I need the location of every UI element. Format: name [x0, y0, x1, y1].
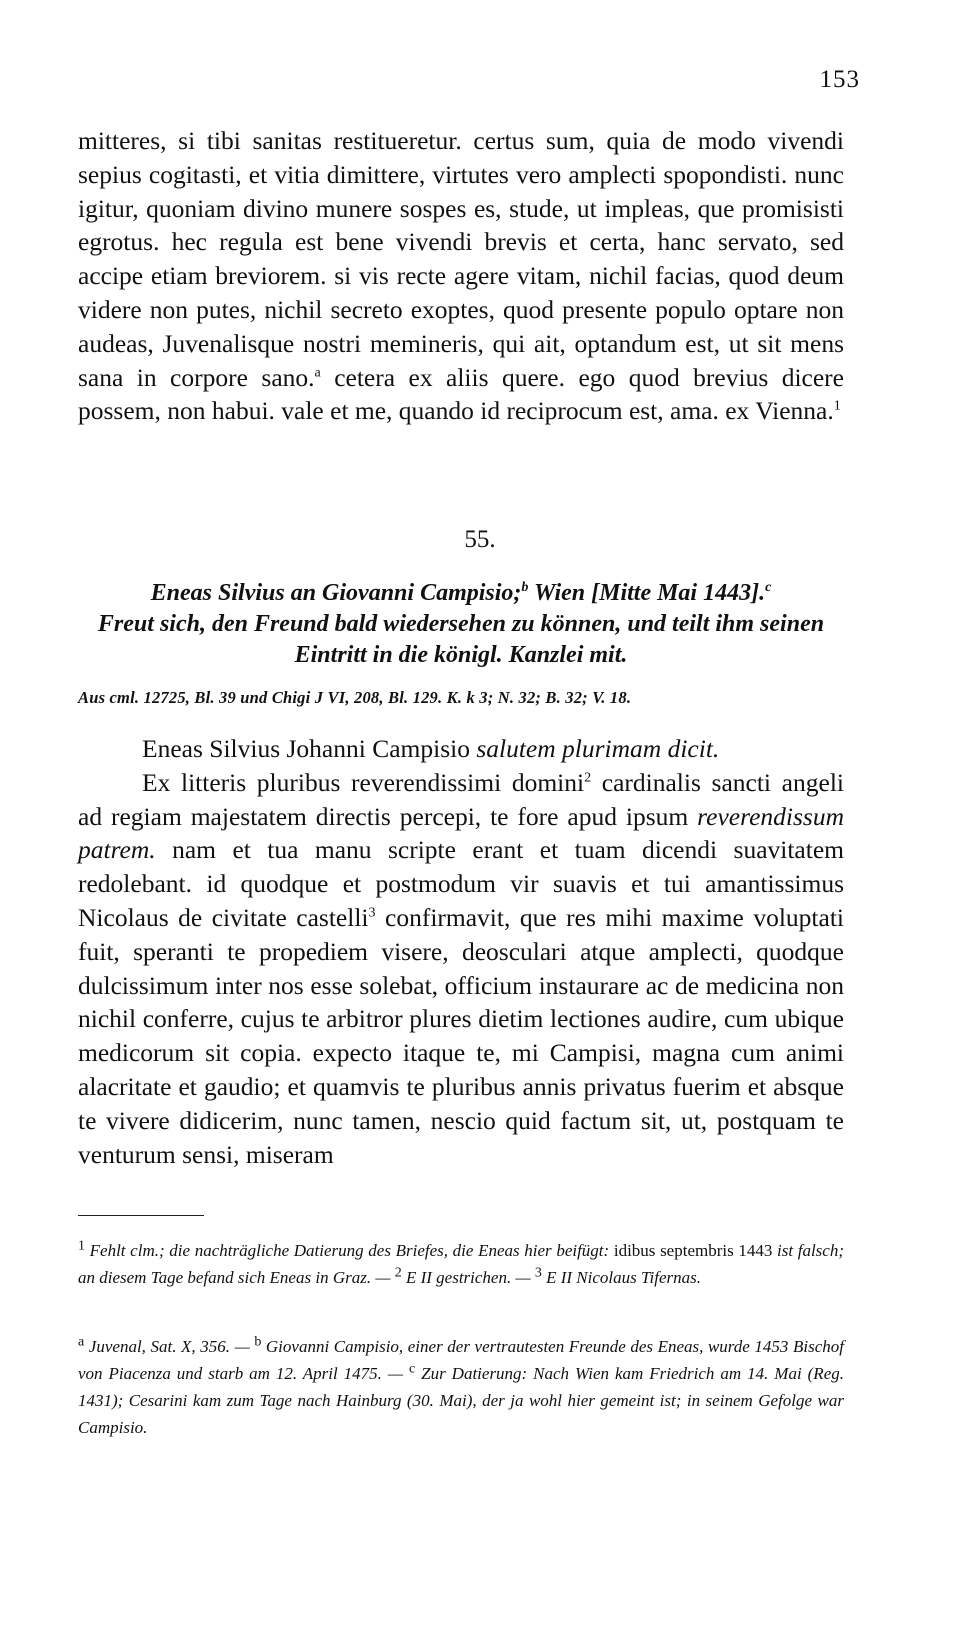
footnote: $^1$ Fehlt clm.; die nachträgliche Datierung des Briefes, die Eneas hier beifügt: idibus septembris 1443 ist falsch; an diesem Tage befand sich Eneas in Graz. — $^2$ E II gestrichen. — $^3$ E II Nicolaus Tifernas.: [78, 1238, 844, 1287]
footnote-ref-1: 1: [833, 398, 841, 414]
footnote-divider: [78, 1215, 204, 1216]
letter-54-closing-text: [78, 124, 844, 428]
paragraph-text: confirmavit, que res mihi maxime voluptati fuit, speranti te propediem visere, deosculari atque amplecti, quodque dulcissimum inter nos esse solebat, officium instaurare ac de medicina non nichil conferre, cujus te arbitror plures dietim lectiones audire, cum ubique medicorum sit copia. expecto itaque te, mi Campisi, magna cum animi alacritate et gaudio; et quamvis te pluribus annis privatus fuerim et absque te vivere didicerim, nunc tamen, nescio quid factum sit, ut, postquam te venturum sensi, miseram: [78, 902, 844, 1169]
letter-number: 55.: [464, 526, 496, 553]
letter-55-text: [78, 732, 844, 1171]
footnote-ref-c: c: [765, 580, 772, 595]
footnote-mark: a: [78, 1334, 85, 1350]
salutation-text: Eneas Silvius Johanni Campisio: [142, 734, 477, 763]
footnote-mark: c: [408, 1361, 416, 1377]
footnote-text: ist falsch; an diesem Tage befand sich Eneas in Graz.: [78, 1241, 844, 1287]
paragraph-text: mitteres, si tibi sanitas restitueretur. certus sum, quia de modo vivendi sepius cogitasti, et vitia dimittere, virtutes vero amplecti spopondisti. nunc igitur, quoniam divino munere sospes es, stude, ut impleas, que promisisti egrotus. hec regula est bene vivendi brevis et certa, hanc servato, sed accipe etiam breviorem. si vis recte agere vitam, nichil facias, quod deum videre non putes, nichil secreto exoptes, quod presente populo optare non audeas, Juvenalisque nostri memineris, qui ait, optandum est, ut sit mens sana in corpore sano.: [78, 126, 844, 392]
footnote-text: Zur Datierung: Nach Wien kam Friedrich am 14. Mai (Reg. 1431); Cesarini kam zum Tage nach Hainburg (30. Mai), der ja wohl hier gemeint ist; in seinem Gefolge war Campisio.: [78, 1364, 844, 1437]
paragraph: [78, 124, 844, 428]
salutation-italic: salutem plurimam dicit.: [476, 734, 720, 763]
footnote-ref-3: 3: [368, 905, 376, 921]
italic-text: reverendissum patrem.: [78, 801, 844, 865]
footnote-mark: 1: [78, 1238, 85, 1254]
paragraph: [78, 766, 844, 1172]
footnote-text: E II gestrichen. —: [401, 1268, 535, 1287]
letter-heading: [78, 578, 844, 671]
letter-title: Eneas Silvius an Giovanni Campisio;: [150, 580, 522, 606]
page-number: 153: [819, 66, 860, 93]
letter-date: Wien [Mitte Mai 1443].: [528, 580, 766, 606]
footnote-text: Fehlt clm.; die nachträgliche Datierung des Briefes, die Eneas hier beifügt:: [89, 1241, 610, 1260]
footnote-mark: 3: [534, 1265, 542, 1281]
footnotes-lettered: [78, 1333, 844, 1441]
footnote: [78, 1333, 844, 1441]
footnote-mark: b: [254, 1334, 262, 1350]
footnote-text: E II Nicolaus Tifernas.: [541, 1268, 701, 1287]
source-line: Aus cml. 12725, Bl. 39 und Chigi J VI, 208, Bl. 129. K. k 3; N. 32; B. 32; V. 18.: [78, 688, 632, 707]
paragraph-text: nam et tua manu scripte erant et tuam dicendi suavitatem redolebant. id quodque et postmodum vir suavis et tui amantissimus Nicolaus de civitate castelli: [78, 835, 844, 932]
footnote-text: Giovanni Campisio, einer der vertrautesten Freunde des Eneas, wurde 1453 Bischof von Piacenza und starb am 12. April 1475. —: [78, 1337, 844, 1383]
footnote-text: idibus septembris 1443: [609, 1241, 778, 1260]
footnote-ref-2: 2: [584, 770, 592, 786]
paragraph-text: cetera ex aliis quere. ego quod brevius dicere possem, non habui. vale et me, quando id reciprocum est, ama. ex Vienna.: [78, 362, 844, 426]
paragraph-text: cardinalis sancti angeli ad regiam majestatem directis percepi, te fore apud ipsum: [78, 767, 844, 831]
letter-summary: Freut sich, den Freund bald wiedersehen zu können, und teilt ihm seinen Eintritt in die königl. Kanzlei mit.: [97, 611, 825, 668]
footnote-mark: 2: [394, 1265, 402, 1281]
footnote-text: Juvenal, Sat. X, 356. —: [84, 1337, 255, 1356]
paragraph-text: Ex litteris pluribus reverendissimi domini: [142, 767, 585, 797]
footnote-ref-a: a: [314, 365, 321, 381]
salutation: [78, 732, 844, 766]
footnotes-numbered: [78, 1237, 844, 1291]
footnote-ref-b: b: [521, 580, 529, 595]
